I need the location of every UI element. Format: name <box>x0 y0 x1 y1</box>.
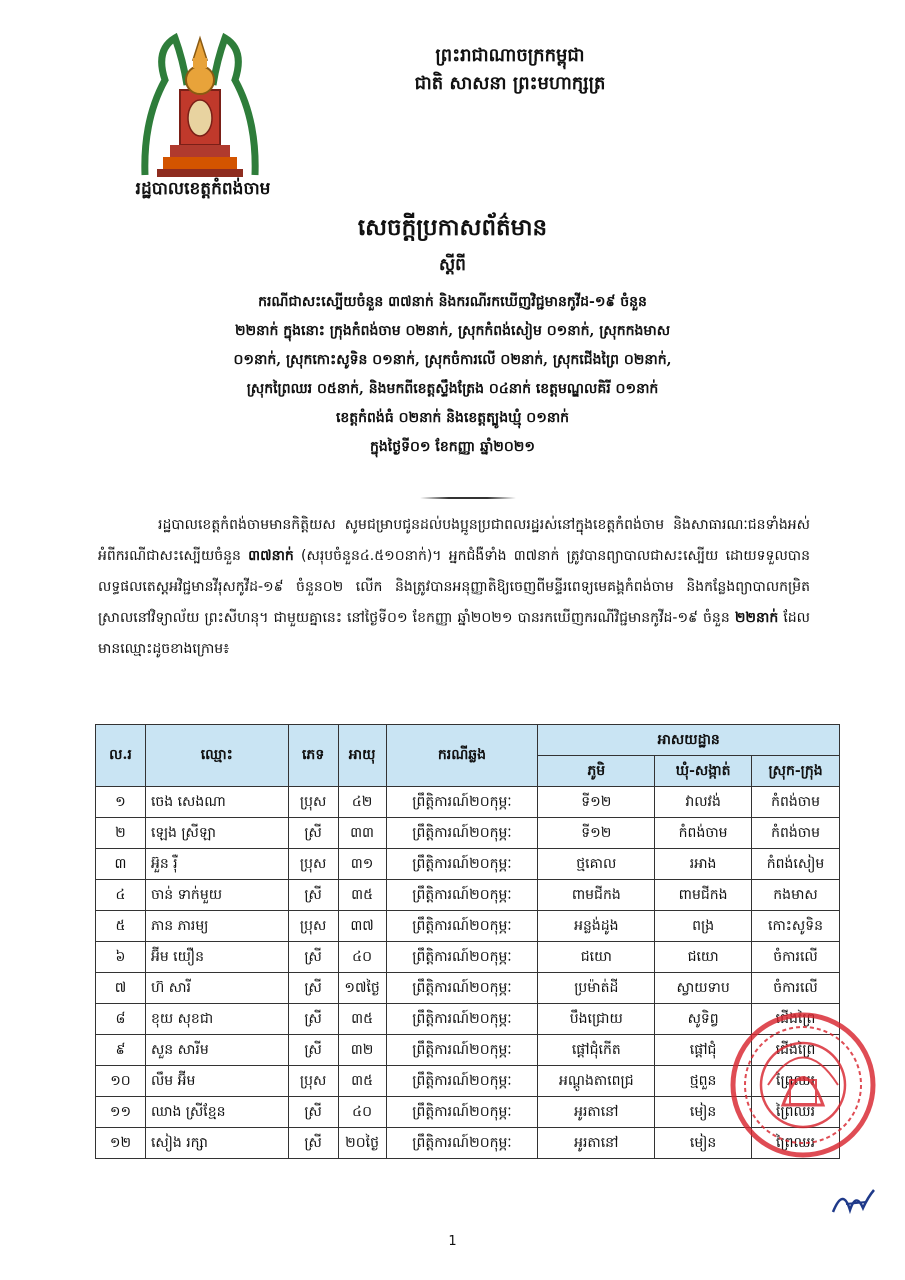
subject-line: ខេត្តកំពង់ធំ ០២នាក់ និងខេត្តត្បូងឃ្មុំ ០១នាក់ <box>335 410 570 426</box>
cell-no: ៧ <box>96 973 146 1004</box>
cell-sex: ស្រី <box>288 1035 338 1066</box>
cell-name: ចាន់ ទាក់មួយ <box>145 880 288 911</box>
cell-case: ព្រឹត្តិការណ៍២០កុម្ភៈ <box>386 942 538 973</box>
cell-sex: ស្រី <box>288 1128 338 1159</box>
subject-line: ២២នាក់ ក្នុងនោះ ក្រុងកំពង់ចាម ០២នាក់, ស្រុកកំពង់សៀម ០១នាក់, ស្រុកកងមាស <box>234 323 671 339</box>
cell-no: ៣ <box>96 849 146 880</box>
cell-sex: ប្រុស <box>288 911 338 942</box>
document-title: សេចក្តីប្រកាសព័ត៌មាន <box>357 214 548 241</box>
cell-case: ព្រឹត្តិការណ៍២០កុម្ភៈ <box>386 973 538 1004</box>
cell-district: ជើងព្រៃ <box>752 1004 840 1035</box>
cell-commune: ថ្មពួន <box>655 1066 752 1097</box>
cell-sex: ស្រី <box>288 942 338 973</box>
cell-commune: ផ្តៅជុំ <box>655 1035 752 1066</box>
cell-age: ៣៣ <box>338 818 386 849</box>
cell-district: ព្រៃឈរ <box>752 1097 840 1128</box>
cell-age: ៤២ <box>338 787 386 818</box>
cell-name: ឈាង ស្រីខ្មែន <box>145 1097 288 1128</box>
cell-commune: ជយោ <box>655 942 752 973</box>
cell-name: ខុយ សុខជា <box>145 1004 288 1035</box>
cell-village: ទី១២ <box>538 818 655 849</box>
cell-commune: ពង្រ <box>655 911 752 942</box>
cell-name: សួន សារីម <box>145 1035 288 1066</box>
cell-case: ព្រឹត្តិការណ៍២០កុម្ភៈ <box>386 787 538 818</box>
cell-village: ពាមជីកង <box>538 880 655 911</box>
cell-commune: ពាមជីកង <box>655 880 752 911</box>
cell-commune: កំពង់ចាម <box>655 818 752 849</box>
subject-line: ករណីជាសះស្បើយចំនួន ៣៧នាក់ និងករណីរកឃើញវិជ្ជមានកូវីដ-១៩ ចំនួន <box>258 294 647 310</box>
header-name: ឈ្មោះ <box>145 725 288 787</box>
cell-case: ព្រឹត្តិការណ៍២០កុម្ភៈ <box>386 911 538 942</box>
cell-no: ៨ <box>96 1004 146 1035</box>
national-motto: ជាតិ សាសនា ព្រះមហាក្សត្រ <box>414 73 606 94</box>
cell-no: ៦ <box>96 942 146 973</box>
table-row <box>96 818 840 849</box>
subject-block <box>110 288 795 462</box>
table-row <box>96 942 840 973</box>
cell-district: ជើងព្រៃ <box>752 1035 840 1066</box>
table-row <box>96 787 840 818</box>
cell-commune: មៀន <box>655 1097 752 1128</box>
cell-age: ៣៥ <box>338 880 386 911</box>
header-case: ករណីឆ្លង <box>386 725 538 787</box>
cell-commune: សូទិព្វ <box>655 1004 752 1035</box>
cell-sex: ប្រុស <box>288 787 338 818</box>
cell-case: ព្រឹត្តិការណ៍២០កុម្ភៈ <box>386 1128 538 1159</box>
cell-village: ថ្មគោល <box>538 849 655 880</box>
cell-case: ព្រឹត្តិការណ៍២០កុម្ភៈ <box>386 880 538 911</box>
header-age: អាយុ <box>338 725 386 787</box>
cell-village: ជយោ <box>538 942 655 973</box>
cell-commune: រអាង <box>655 849 752 880</box>
government-office-label: រដ្ឋបាលខេត្តកំពង់ចាម <box>135 179 271 199</box>
cell-sex: ស្រី <box>288 1004 338 1035</box>
cell-age: ៣៧ <box>338 911 386 942</box>
cell-sex: ស្រី <box>288 880 338 911</box>
cell-age: ៣១ <box>338 849 386 880</box>
paragraph-text: ដែលមានឈ្មោះដូចខាងក្រោម៖ <box>98 610 810 657</box>
table-row <box>96 973 840 1004</box>
cell-district: ចំការលើ <box>752 942 840 973</box>
cell-sex: ស្រី <box>288 973 338 1004</box>
cell-district: ព្រៃឈរ <box>752 1128 840 1159</box>
ornamental-divider <box>420 497 516 499</box>
official-seal-stamp <box>728 1010 878 1160</box>
cell-name: លឹម អ៊ីម <box>145 1066 288 1097</box>
subject-line: ០១នាក់, ស្រុកកោះសូទិន ០១នាក់, ស្រុកចំការលើ ០២នាក់, ស្រុកជើងព្រៃ ០២នាក់, <box>233 352 672 368</box>
cell-age: ១៧ថ្ងៃ <box>338 973 386 1004</box>
cell-village: ប្រម៉ាត់ដី <box>538 973 655 1004</box>
cell-case: ព្រឹត្តិការណ៍២០កុម្ភៈ <box>386 849 538 880</box>
header-no: ល.រ <box>96 725 146 787</box>
cell-village: ទី១២ <box>538 787 655 818</box>
cell-district: កំពង់ចាម <box>752 787 840 818</box>
cell-no: ១ <box>96 787 146 818</box>
paragraph-text: រដ្ឋបាលខេត្តកំពង់ចាមមានកិត្តិយស សូមជម្រាបជូនដល់បងប្អូនប្រជាពលរដ្ឋរស់នៅក្នុងខេត្តកំពង់ចាម និងសាធារណៈជនទាំងអស់ អំពីករណីជាសះស្បើយចំនួន <box>98 517 810 564</box>
cell-village: អន្លង់ដូង <box>538 911 655 942</box>
cell-commune: ស្វាយទាប <box>655 973 752 1004</box>
cell-no: ១២ <box>96 1128 146 1159</box>
cell-commune: វាលវង់ <box>655 787 752 818</box>
cell-village: អូរតានៅ <box>538 1128 655 1159</box>
table-row <box>96 911 840 942</box>
cell-case: ព្រឹត្តិការណ៍២០កុម្ភៈ <box>386 818 538 849</box>
cell-district: កំពង់ចាម <box>752 818 840 849</box>
header-sex: ភេទ <box>288 725 338 787</box>
cell-name: អ៊ួន រ៉ឺ <box>145 849 288 880</box>
about-label: ស្តីពី <box>439 255 466 275</box>
cell-name: ឡេង ស្រីឡា <box>145 818 288 849</box>
cell-district: ចំការលើ <box>752 973 840 1004</box>
royal-emblem <box>135 30 265 180</box>
recovered-count: ៣៧នាក់ <box>248 548 294 564</box>
signature-mark <box>828 1182 878 1222</box>
header-district: ស្រុក-ក្រុង <box>752 756 840 787</box>
cell-case: ព្រឹត្តិការណ៍២០កុម្ភៈ <box>386 1097 538 1128</box>
announcement-paragraph <box>98 510 810 665</box>
cell-age: ៣៥ <box>338 1004 386 1035</box>
kingdom-heading <box>300 42 720 98</box>
cell-village: បឹងជ្រោយ <box>538 1004 655 1035</box>
header-address: អាសយដ្ឋាន <box>538 725 840 756</box>
cell-age: ៤០ <box>338 942 386 973</box>
paragraph-text: (សរុបចំនួន៤.៥១០នាក់)។ អ្នកជំងឺទាំង ៣៧នាក់ ត្រូវបានព្យាបាលជាសះស្បើយ ដោយទទួលបានលទ្ធផលតេស្តអវិជ្ជមានវីរុសកូវីដ-១៩ ចំនួន០២ លើក និងត្រូវបានអនុញ្ញាតិឱ្យចេញពីមន្ទីរពេទ្យមេគង្គកំពង់ចាម និងកន្លែងព្យាបាលកម្រិតស្រាលនៅវិទ្យាល័យ ព្រះសីហនុ។ ជាមួយគ្នានេះ នៅថ្ងៃទី០១ ខែកញ្ញា ឆ្នាំ២០២១ បានរកឃើញករណីវិជ្ជមានកូវីដ-១៩ ចំនួន <box>98 548 810 626</box>
cell-case: ព្រឹត្តិការណ៍២០កុម្ភៈ <box>386 1035 538 1066</box>
cell-case: ព្រឹត្តិការណ៍២០កុម្ភៈ <box>386 1004 538 1035</box>
cell-district: ព្រៃឈរ <box>752 1066 840 1097</box>
header-commune: ឃុំ-សង្កាត់ <box>655 756 752 787</box>
cell-name: អ៊ីម យឿន <box>145 942 288 973</box>
cell-sex: ប្រុស <box>288 1066 338 1097</box>
cell-sex: ស្រី <box>288 818 338 849</box>
page-number: 1 <box>448 1234 457 1249</box>
cell-village: អណ្តូងតាពេជ្រ <box>538 1066 655 1097</box>
cell-age: ៣៥ <box>338 1066 386 1097</box>
header-village: ភូមិ <box>538 756 655 787</box>
cell-commune: មៀន <box>655 1128 752 1159</box>
cell-name: ហ៊ សារី <box>145 973 288 1004</box>
cell-name: ចេង សេងណា <box>145 787 288 818</box>
cell-no: ១១ <box>96 1097 146 1128</box>
cell-sex: ប្រុស <box>288 849 338 880</box>
cell-village: អូរតានៅ <box>538 1097 655 1128</box>
cell-case: ព្រឹត្តិការណ៍២០កុម្ភៈ <box>386 1066 538 1097</box>
cell-age: ២០ថ្ងៃ <box>338 1128 386 1159</box>
new-case-count: ២២នាក់ <box>734 610 779 626</box>
cell-district: កោះសូទិន <box>752 911 840 942</box>
cell-no: ៤ <box>96 880 146 911</box>
cell-no: ៥ <box>96 911 146 942</box>
table-row <box>96 880 840 911</box>
cell-district: កងមាស <box>752 880 840 911</box>
cell-no: ២ <box>96 818 146 849</box>
cell-no: ១០ <box>96 1066 146 1097</box>
kingdom-name: ព្រះរាជាណាចក្រកម្ពុជា <box>435 45 585 66</box>
cell-name: ភាន ភារម្យ <box>145 911 288 942</box>
subject-line: ស្រុកព្រៃឈរ ០៥នាក់, និងមកពីខេត្តស្ទឹងត្រែង ០៤នាក់ ខេត្តមណ្ឌលគិរី ០១នាក់ <box>246 381 659 397</box>
cell-age: ៤០ <box>338 1097 386 1128</box>
cell-age: ៣២ <box>338 1035 386 1066</box>
cell-no: ៩ <box>96 1035 146 1066</box>
cell-district: កំពង់សៀម <box>752 849 840 880</box>
cell-village: ផ្តៅជុំកើត <box>538 1035 655 1066</box>
cell-name: សៀង រក្សា <box>145 1128 288 1159</box>
table-row <box>96 849 840 880</box>
subject-line: ក្នុងថ្ងៃទី០១ ខែកញ្ញា ឆ្នាំ២០២១ <box>370 439 535 455</box>
cell-sex: ស្រី <box>288 1097 338 1128</box>
